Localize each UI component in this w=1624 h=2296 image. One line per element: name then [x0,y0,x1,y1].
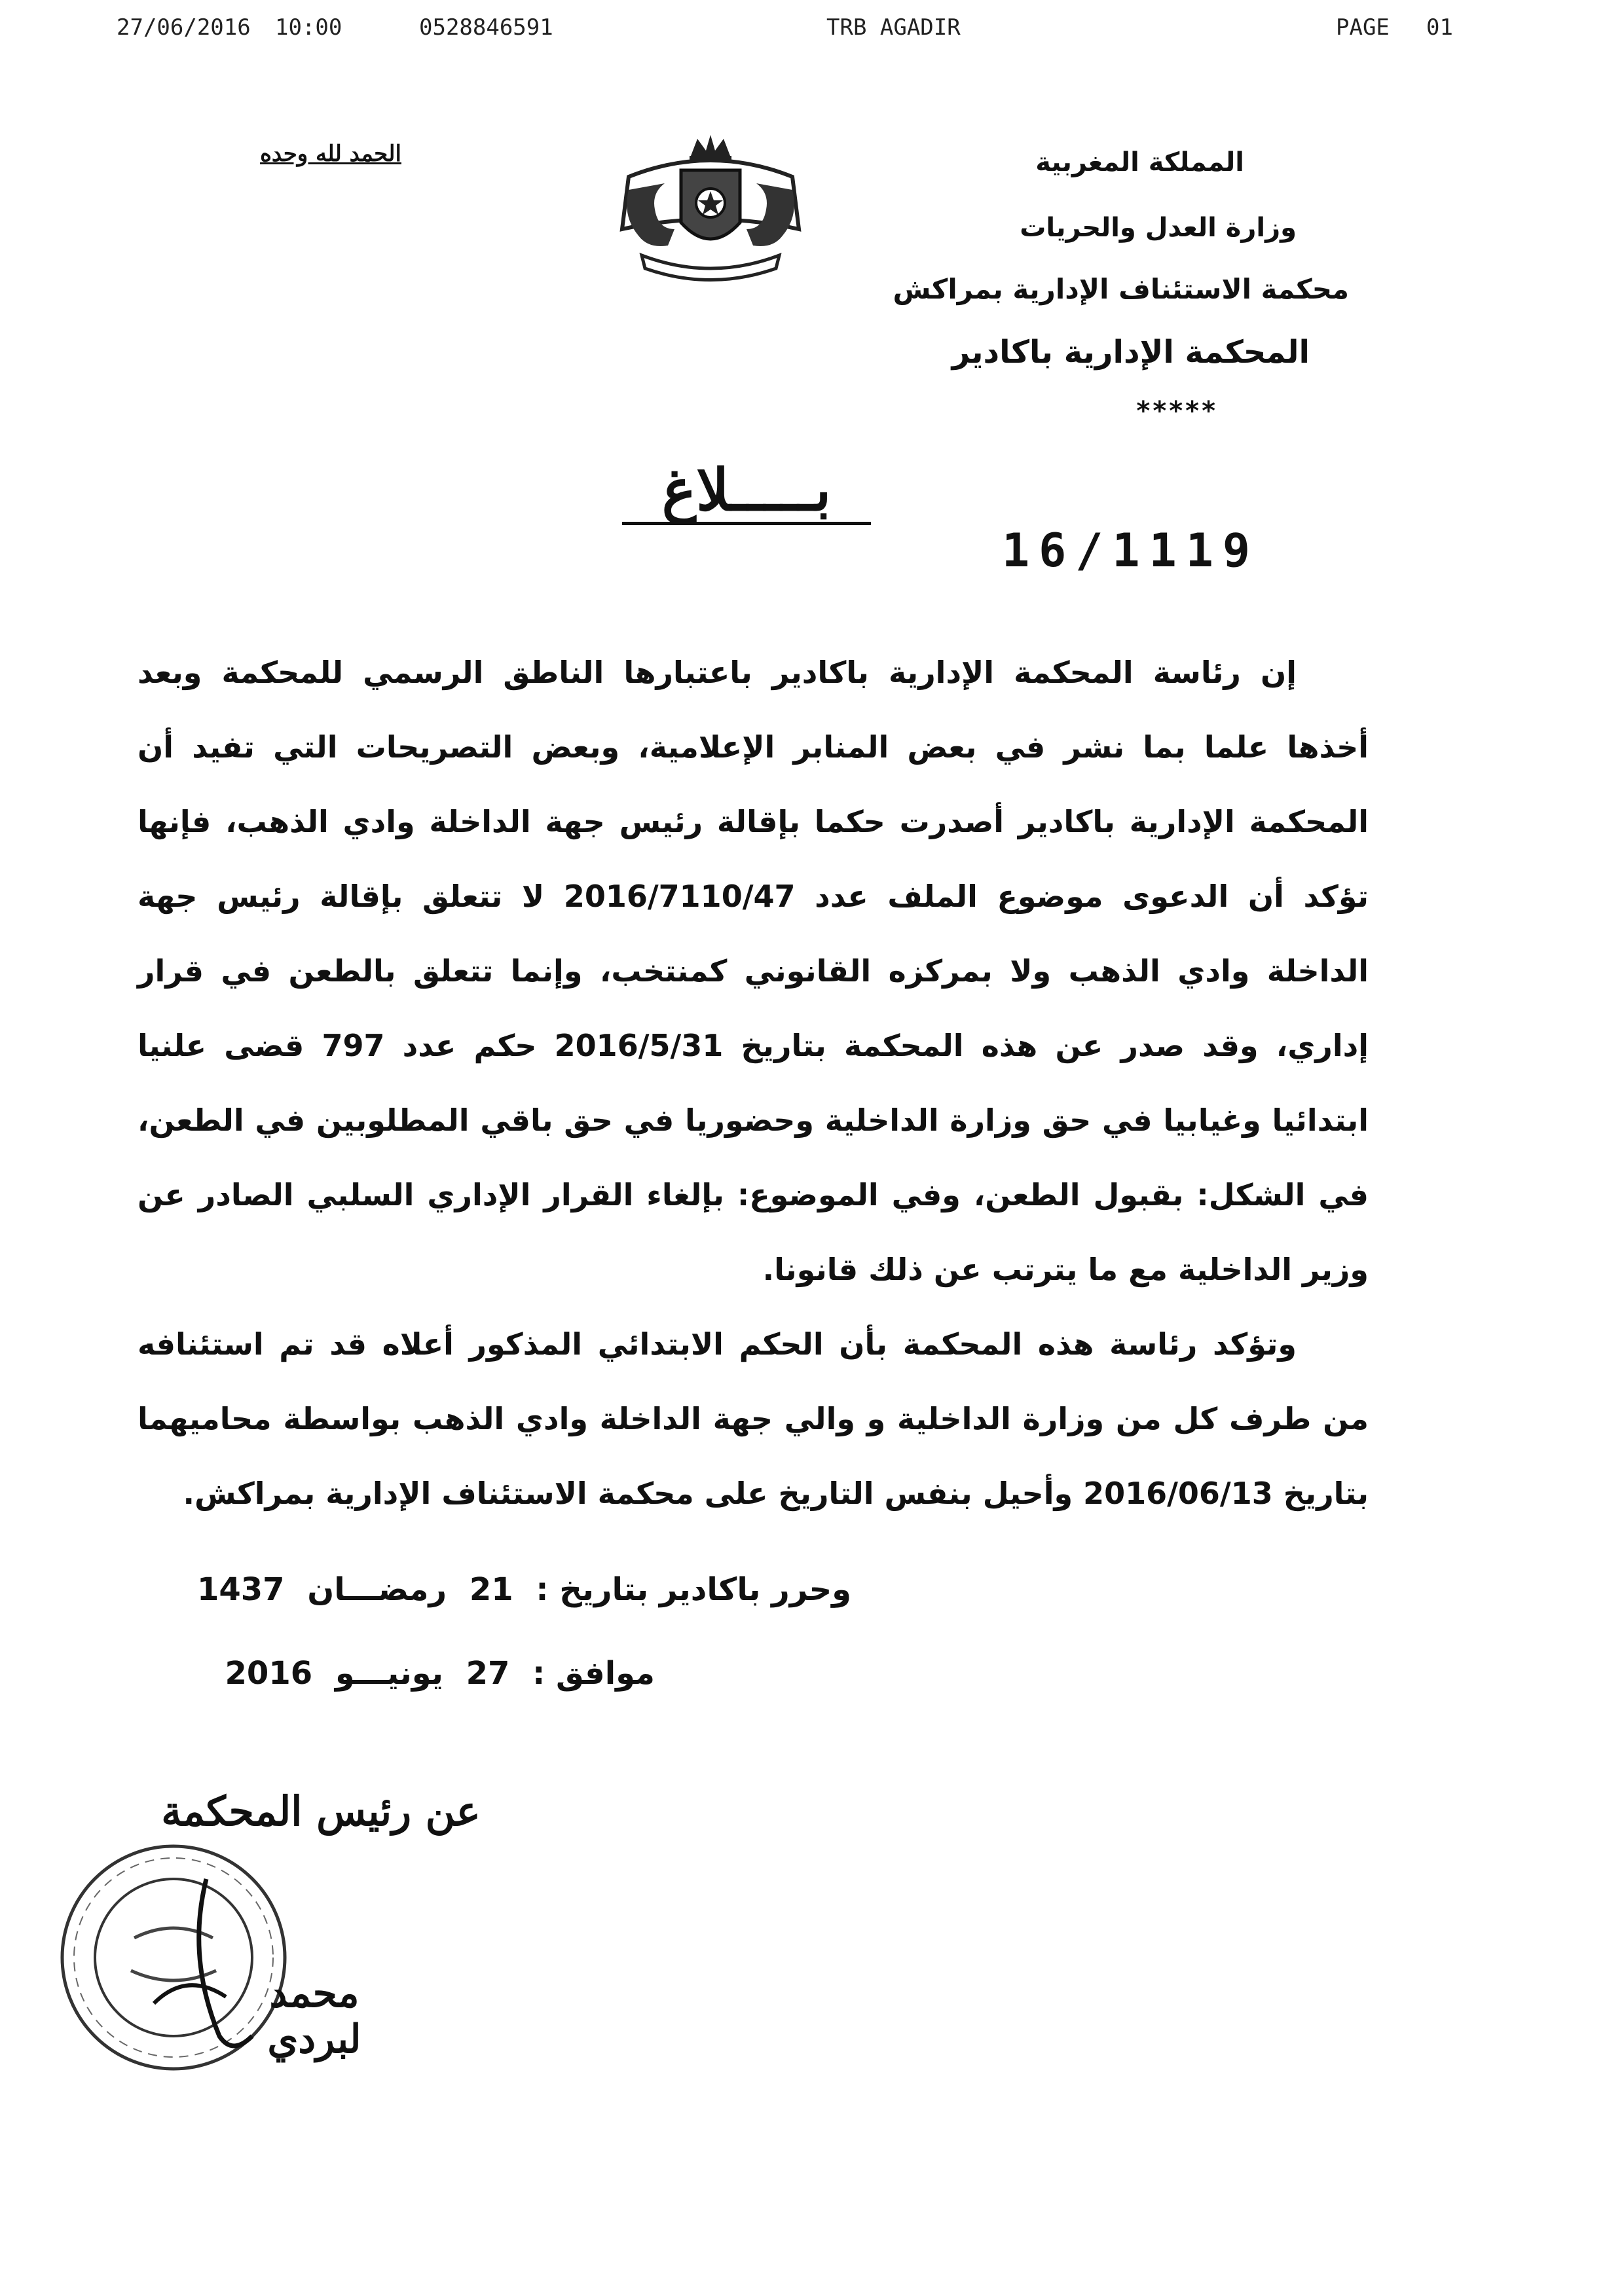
notice-body [138,635,1369,1531]
fax-number: 0528846591 [419,14,553,41]
hijri-year: 1437 [196,1571,285,1608]
hijri-day: 21 [469,1571,513,1608]
greg-month: يونيـــو [335,1655,443,1692]
hijri-month: رمضـــان [307,1571,447,1608]
written-label: وحرر باكادير بتاريخ : [536,1571,851,1608]
hijri-date-line [185,1571,851,1608]
fax-sender: TRB AGADIR [826,14,961,41]
greg-day: 27 [466,1655,510,1692]
signer-name: محمد لبردي [267,1971,361,2062]
fax-date: 27/06/2016 [117,14,251,41]
body-paragraph-2: وتؤكد رئاسة هذه المحكمة بأن الحكم الابتدائي المذكور أعلاه قد تم استئنافه من طرف كل من وزارة الداخلية و والي جهة الداخلة وادي الذهب بواسطة محاميهما بتاريخ 2016/06/13 وأحيل بنفس التاريخ على محكمة الاستئناف الإدارية بمراكش. [138,1326,1369,1511]
fax-page-label: PAGE [1336,14,1390,41]
court-name: المحكمة الإدارية باكادير [951,334,1310,371]
coat-of-arms-icon [602,131,819,288]
body-paragraph-1: إن رئاسة المحكمة الإدارية باكادير باعتبارها الناطق الرسمي للمحكمة وبعد أخذها علما بما نشر في بعض المنابر الإعلامية، وبعض التصريحات التي تفيد أن المحكمة الإدارية باكادير أصدرت حكما بإقالة رئيس جهة الداخلة وادي الذهب، فإنها تؤكد أن الدعوى موضوع الملف عدد 2016/7110/47 لا تتعلق بإقالة رئيس جهة الداخلة وادي الذهب ولا بمركزه القانوني كمنتخب، وإنما تتعلق بالطعن في قرار إداري، وقد صدر عن هذه المحكمة بتاريخ 2016/5/31 حكم عدد 797 قضى علنيا ابتدائيا وغيابيا في حق وزارة الداخلية وحضوريا في حق باقي المطلوبين في الطعن، في الشكل: بقبول الطعن، وفي الموضوع: بإلغاء القرار الإداري السلبي الصادر عن وزير الداخلية مع ما يترتب عن ذلك قانونا. [138,655,1369,1287]
fax-page-number: 01 [1426,14,1453,41]
appeal-court-name: محكمة الاستئناف الإدارية بمراكش [893,273,1349,305]
fax-header [0,14,1624,54]
basmala: الحمد لله وحده [260,141,401,167]
ministry-name: وزارة العدل والحريات [1020,213,1297,243]
corresponding-label: موافق : [532,1655,655,1692]
header-separator: ***** [1136,396,1218,426]
signature-title: عن رئيس المحكمة [161,1787,481,1835]
fax-time: 10:00 [275,14,342,41]
greg-year: 2016 [225,1655,313,1692]
kingdom-name: المملكة المغربية [1035,147,1244,177]
notice-number: 16/1119 [1002,524,1260,577]
gregorian-date-line [213,1655,655,1692]
notice-title: بـــــلاغ [622,458,871,525]
